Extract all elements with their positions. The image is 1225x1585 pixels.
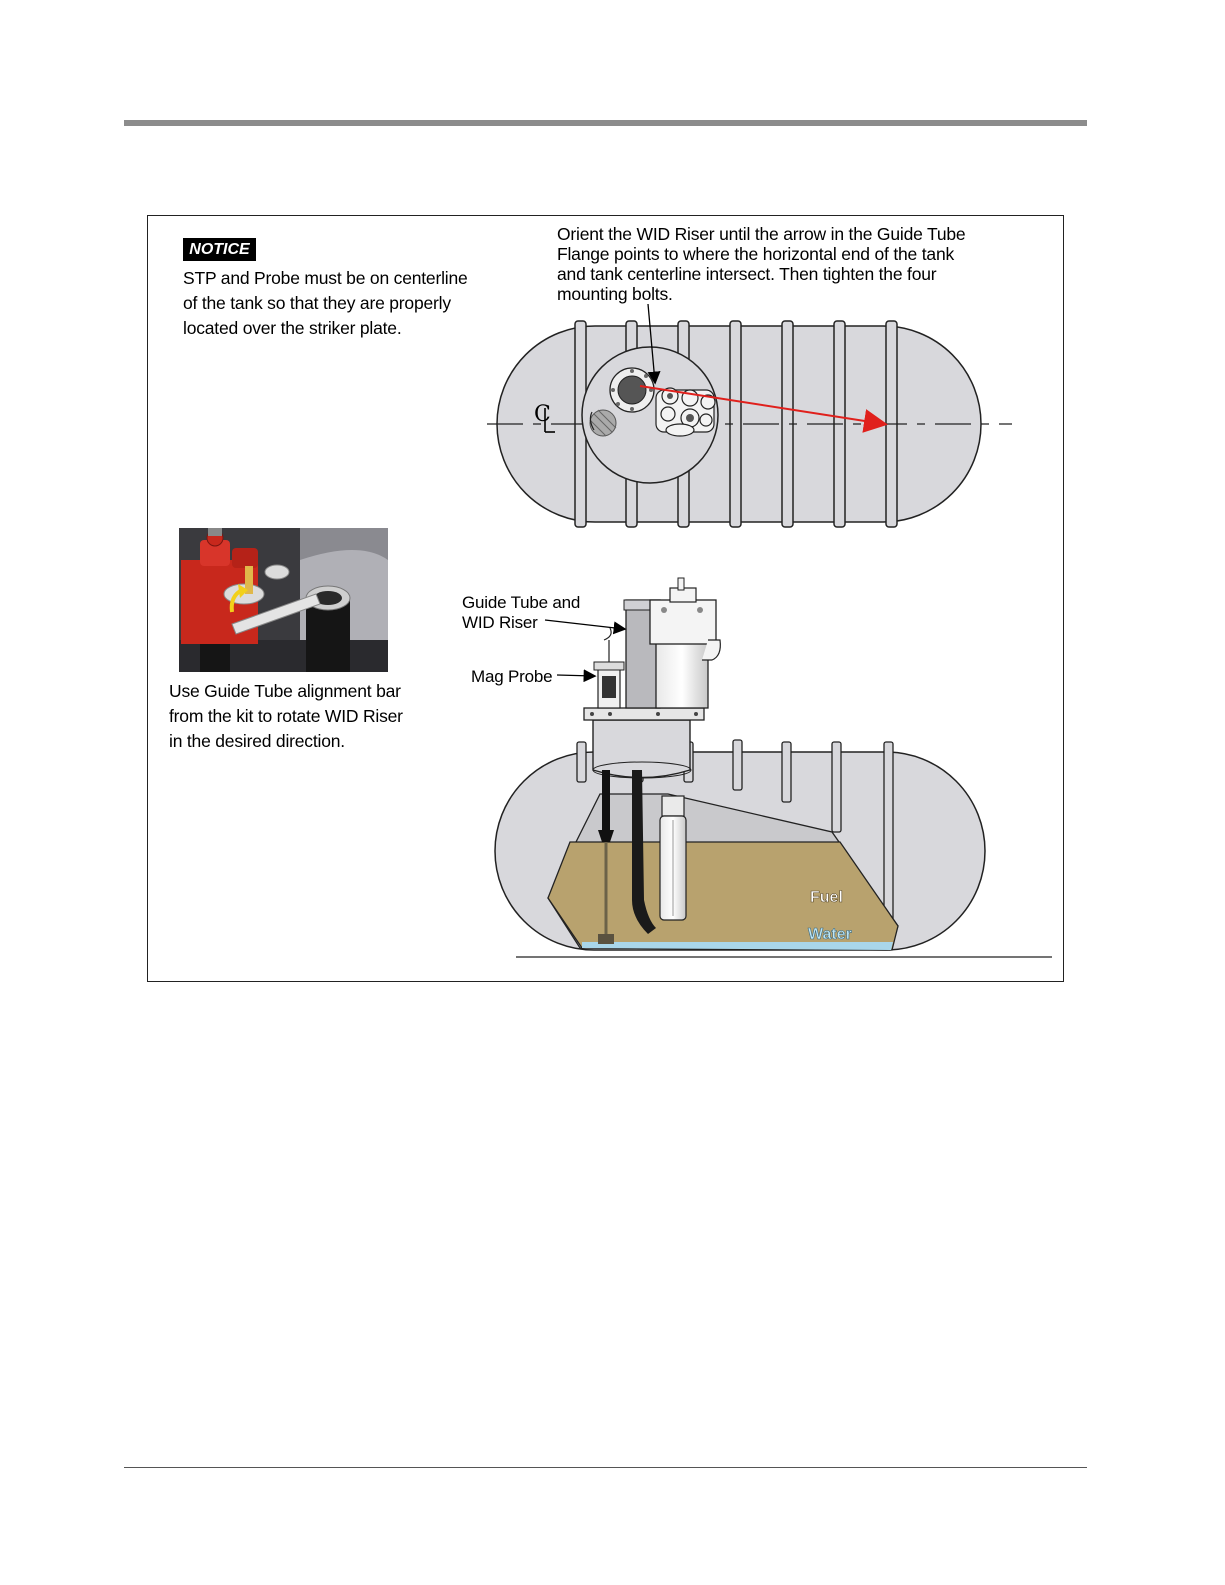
- mag-probe-label: Mag Probe: [471, 667, 553, 686]
- top-view-tank: [487, 304, 1012, 527]
- orient-line-2: Flange points to where the horizontal end of the tank: [557, 244, 955, 264]
- side-view-tank: [495, 578, 1052, 957]
- fuel-label: Fuel: [810, 889, 843, 906]
- guide-tube-label-line-1: Guide Tube and: [462, 593, 581, 612]
- notice-badge: NOTICE: [183, 238, 256, 261]
- photo-caption-line-2: from the kit to rotate WID Riser: [169, 706, 403, 726]
- orient-line-3: and tank centerline intersect. Then tighten the four: [557, 264, 937, 284]
- guide-tube-label-line-2: WID Riser: [462, 613, 538, 632]
- photo-caption-line-3: in the desired direction.: [169, 731, 345, 751]
- notice-line-1: STP and Probe must be on centerline: [183, 268, 468, 288]
- photo-caption-line-1: Use Guide Tube alignment bar: [169, 681, 401, 701]
- orient-line-4: mounting bolts.: [557, 284, 673, 304]
- orient-line-1: Orient the WID Riser until the arrow in the Guide Tube: [557, 224, 966, 244]
- footer-rule: [124, 1467, 1087, 1468]
- centerline-symbol-c: C: [534, 402, 551, 427]
- notice-line-2: of the tank so that they are properly: [183, 293, 451, 313]
- water-label: Water: [808, 926, 852, 943]
- alignment-bar-photo: [179, 528, 388, 672]
- notice-line-3: located over the striker plate.: [183, 318, 402, 338]
